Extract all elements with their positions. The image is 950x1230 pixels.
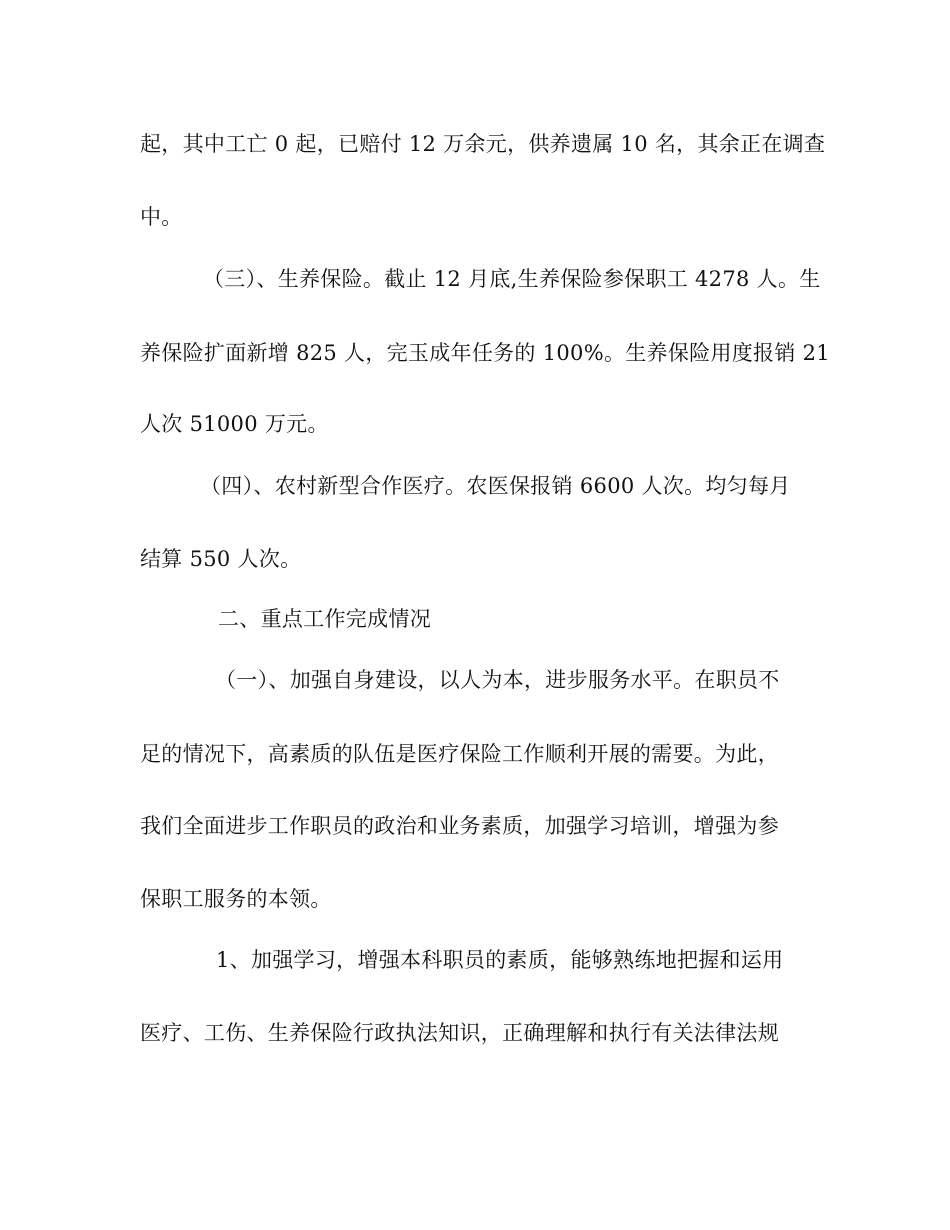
body-text-line: 保职工服务的本领。 [140,887,332,911]
section-heading: 二、重点工作完成情况 [218,607,431,631]
paragraph-line: 1、加强学习，增强本科职员的素质，能够熟练地把握和运用 [216,948,784,972]
paragraph-line: （三）、生养保险。截止 12 月底,生养保险参保职工 4278 人。生 [203,267,821,291]
body-text-line: 我们全面进步工作职员的政治和业务素质，加强学习培训，增强为参 [140,814,779,838]
body-text-line: 中。 [140,205,183,229]
body-text-line: 起，其中工亡 0 起，已赔付 12 万余元，供养遗属 10 名，其余正在调查 [140,132,826,156]
body-text-line: 人次 51000 万元。 [140,412,329,436]
body-text-line: 足的情况下，高素质的队伍是医疗保险工作顺利开展的需要。为此， [140,742,779,766]
body-text-line: 养保险扩面新增 825 人，完玉成年任务的 100%。生养保险用度报销 21 [140,341,830,365]
paragraph-line: （四）、农村新型合作医疗。农医保报销 6600 人次。均匀每月 [200,474,791,498]
body-text-line: 医疗、工伤、生养保险行政执法知识，正确理解和执行有关法律法规 [140,1021,779,1045]
body-text-line: 结算 550 人次。 [140,547,302,571]
paragraph-line: （一）、加强自身建设，以人为本，进步服务水平。在职员不 [215,668,780,692]
